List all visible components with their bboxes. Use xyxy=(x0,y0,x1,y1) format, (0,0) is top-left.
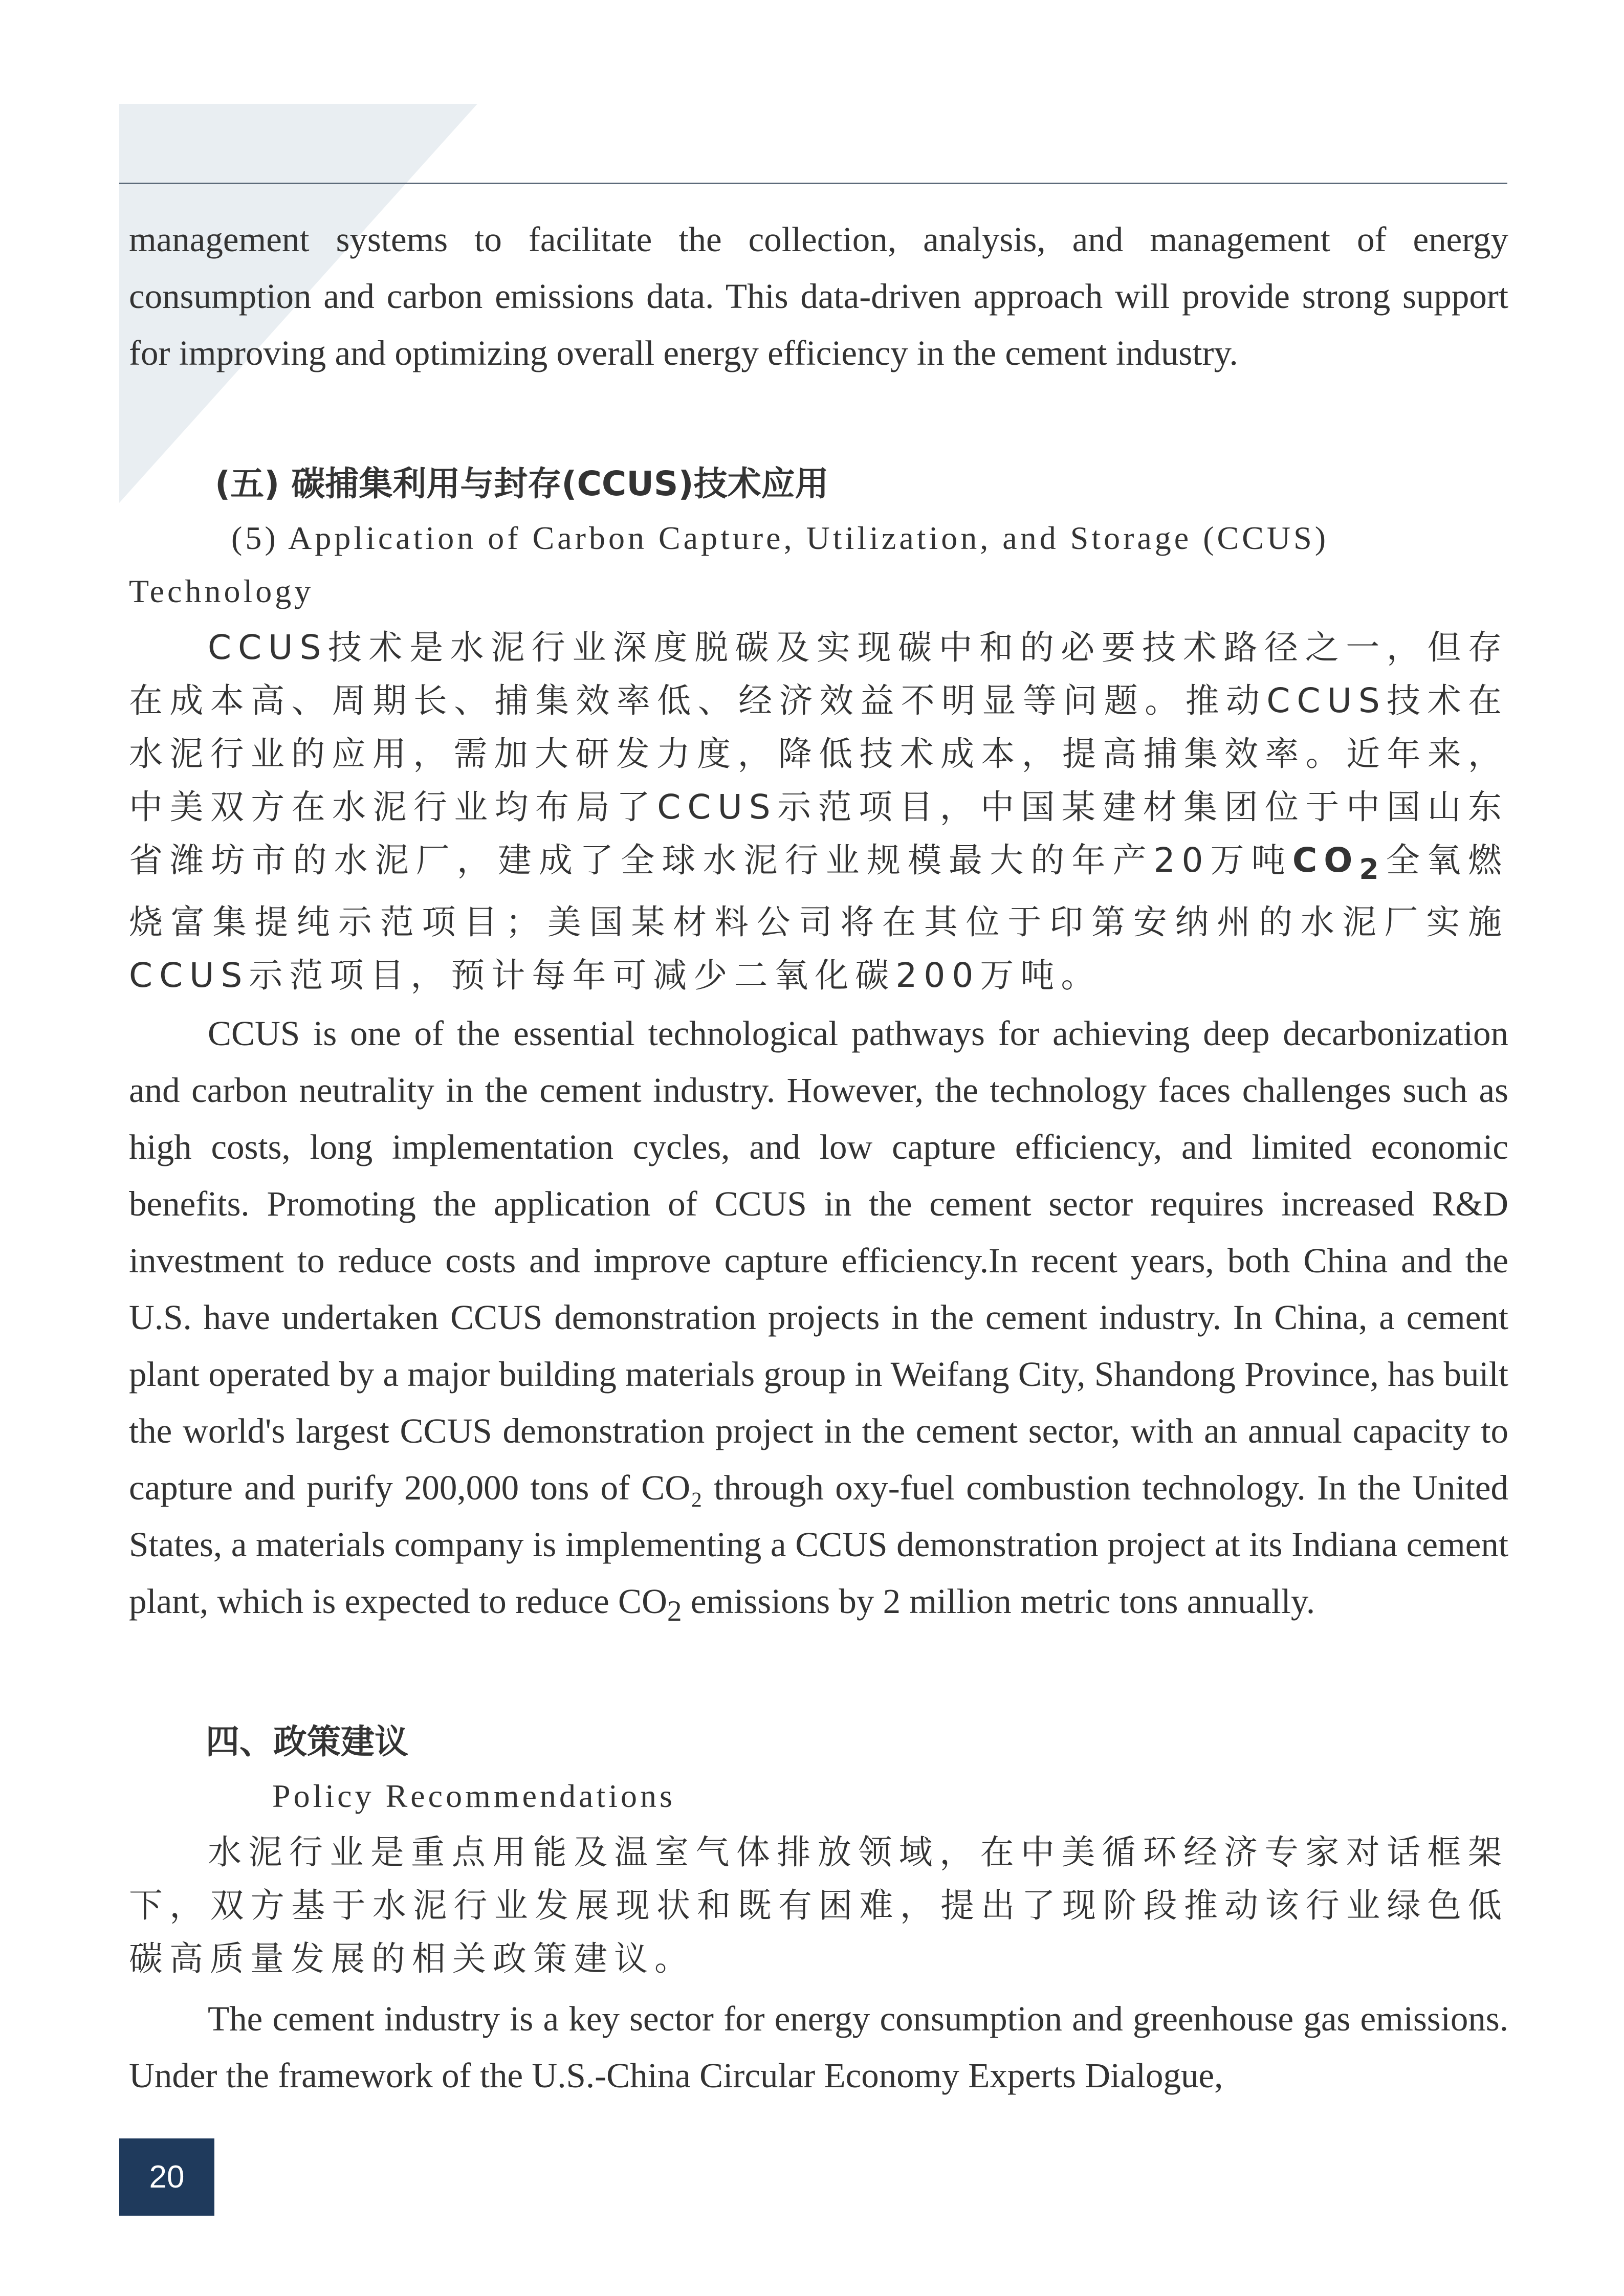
header-rule xyxy=(119,183,1507,184)
section4-body-cn: 水泥行业是重点用能及温室气体排放领域，在中美循环经济专家对话框架下，双方基于水泥行业发展现状和既有困难，提出了现阶段推动该行业绿色低碳高质量发展的相关政策建议。 xyxy=(129,1832,1508,1978)
page-number: 20 xyxy=(149,2159,185,2195)
page-content xyxy=(129,211,1508,2104)
co2-formula: $CO_2$ xyxy=(1292,841,1386,886)
section5-heading-en: (5) Application of Carbon Capture, Utilization, and Storage (CCUS) Technology xyxy=(129,520,1329,609)
section5-body-cn-part2: 全氧燃烧富集提纯示范项目；美国某材料公司将在其位于印第安纳州的水泥厂实施CCUS示范项目，预计每年可减少二氧化碳200万吨。 xyxy=(129,841,1509,996)
co2-subscript: 2 xyxy=(667,1595,682,1627)
section5-body-cn-part1: CCUS技术是水泥行业深度脱碳及实现碳中和的必要技术路径之一，但存在成本高、周期长、捕集效率低、经济效益不明显等问题。推动CCUS技术在水泥行业的应用，需加大研发力度，降低技术成本，提高捕集效率。近年来，中美双方在水泥行业均布局了CCUS示范项目，中国某建材集团位于中国山东省潍坊市的水泥厂，建成了全球水泥行业规模最大的年产20万吨 xyxy=(129,628,1508,880)
section4-heading-cn: 四、政策建议 xyxy=(206,1721,408,1761)
page-number-badge xyxy=(119,2138,214,2216)
section5-body-en-part2: emissions by 2 million metric tons annually. xyxy=(682,1582,1315,1621)
intro-paragraph: management systems to facilitate the collection, analysis, and management of energy consumption and carbon emissions data. This data-driven approach will provide strong support for improving and optimizing overall energy efficiency in the cement industry. xyxy=(129,220,1508,372)
section5-body-en-part1: CCUS is one of the essential technological pathways for achieving deep decarbonization and carbon neutrality in the cement industry. However, the technology faces challenges such as high costs, long implementation cycles, and low capture efficiency, and limited economic benefits. Promoting the application of CCUS in the cement sector requires increased R&D investment to reduce costs and improve capture efficiency.In recent years, both China and the U.S. have undertaken CCUS demonstration projects in the cement industry. In China, a cement plant operated by a major building materials group in Weifang City, Shandong Province, has built the world's largest CCUS demonstration project in the cement sector, with an annual capacity to capture and purify 200,000 tons of CO₂ through oxy-fuel combustion technology. In the United States, a materials company is implementing a CCUS demonstration project at its Indiana cement plant, which is expected to reduce CO xyxy=(129,1014,1508,1621)
section5-heading-cn: (五) 碳捕集利用与封存(CCUS)技术应用 xyxy=(215,464,829,503)
section4-body-en: The cement industry is a key sector for energy consumption and greenhouse gas emissions. Under the framework of the U.S.-China Circular Economy Experts Dialogue, xyxy=(129,1999,1508,2095)
section4-heading-en: Policy Recommendations xyxy=(272,1777,675,1814)
section5-body-en xyxy=(129,1005,1508,1640)
section5-body-cn xyxy=(129,621,1508,1002)
